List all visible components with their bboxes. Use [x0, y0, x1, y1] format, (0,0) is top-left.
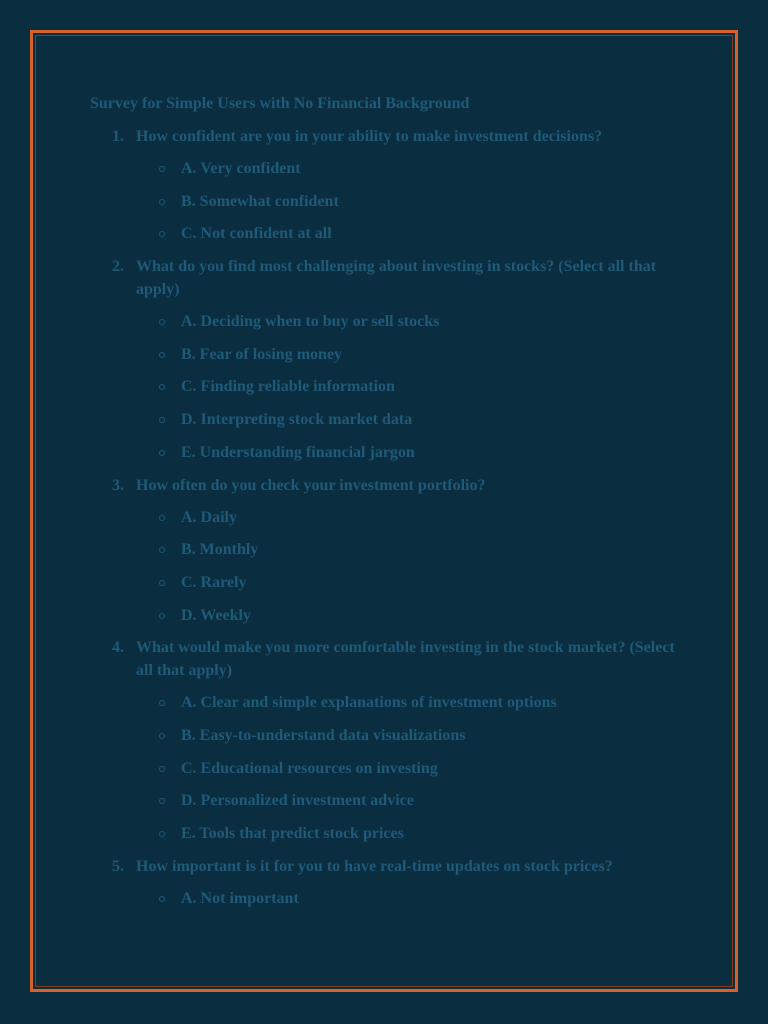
option-item	[136, 887, 690, 910]
option-label: A. Not important	[181, 889, 299, 907]
question-number: 3.	[112, 476, 124, 494]
circle-bullet-icon	[159, 798, 165, 804]
option-item	[136, 691, 690, 714]
option-item	[136, 789, 690, 812]
circle-bullet-icon	[159, 613, 165, 619]
option-item	[136, 157, 690, 180]
circle-bullet-icon	[159, 700, 165, 706]
option-item	[136, 604, 690, 627]
option-label: E. Tools that predict stock prices	[181, 825, 404, 842]
circle-bullet-icon	[159, 384, 165, 390]
question-number: 1.	[112, 128, 124, 145]
circle-bullet-icon	[159, 352, 165, 358]
question-3	[90, 474, 690, 627]
option-item	[136, 190, 690, 213]
question-number: 2.	[112, 258, 124, 276]
option-item	[136, 375, 690, 398]
question-text: How often do you check your investment portfolio?	[136, 476, 486, 494]
circle-bullet-icon	[159, 417, 165, 423]
option-list	[136, 157, 690, 245]
question-4	[90, 636, 690, 845]
circle-bullet-icon	[159, 199, 165, 205]
option-label: A. Very confident	[181, 160, 301, 177]
option-item	[136, 822, 690, 845]
option-item	[136, 441, 690, 464]
option-list	[136, 887, 690, 910]
option-label: E. Understanding financial jargon	[181, 443, 415, 461]
question-list	[90, 125, 690, 910]
circle-bullet-icon	[159, 831, 165, 837]
circle-bullet-icon	[159, 580, 165, 586]
circle-bullet-icon	[159, 547, 165, 553]
circle-bullet-icon	[159, 515, 165, 521]
option-label: B. Easy-to-understand data visualizations	[181, 726, 466, 744]
option-list	[136, 310, 690, 464]
option-label: C. Not confident at all	[181, 225, 332, 243]
question-1	[90, 125, 690, 245]
question-text: How important is it for you to have real-time updates on stock prices?	[136, 857, 613, 875]
survey-document	[90, 92, 690, 919]
option-item	[136, 724, 690, 747]
question-2	[90, 255, 690, 464]
question-5	[90, 855, 690, 910]
option-list	[136, 506, 690, 627]
option-label: B. Somewhat confident	[181, 192, 339, 210]
circle-bullet-icon	[159, 766, 165, 772]
option-item	[136, 343, 690, 366]
circle-bullet-icon	[159, 896, 165, 902]
option-label: D. Weekly	[181, 606, 251, 624]
option-label: C. Finding reliable information	[181, 378, 395, 396]
option-label: A. Daily	[181, 508, 237, 526]
option-label: B. Fear of losing money	[181, 345, 343, 363]
circle-bullet-icon	[159, 450, 165, 456]
question-number: 5.	[112, 857, 124, 875]
question-text: How confident are you in your ability to make investment decisions?	[136, 128, 603, 145]
question-text: What would make you more comfortable investing in the stock market? (Select all that apply)	[136, 639, 675, 680]
option-item	[136, 538, 690, 561]
circle-bullet-icon	[159, 733, 165, 739]
option-label: A. Clear and simple explanations of investment options	[181, 694, 557, 712]
option-label: A. Deciding when to buy or sell stocks	[181, 313, 440, 331]
option-label: C. Rarely	[181, 573, 247, 591]
option-item	[136, 571, 690, 594]
option-item	[136, 310, 690, 333]
option-label: C. Educational resources on investing	[181, 759, 438, 777]
option-item	[136, 408, 690, 431]
question-number: 4.	[112, 639, 124, 657]
circle-bullet-icon	[159, 166, 165, 172]
option-item	[136, 506, 690, 529]
option-label: B. Monthly	[181, 541, 259, 559]
option-label: D. Personalized investment advice	[181, 792, 414, 810]
option-item	[136, 222, 690, 245]
survey-title: Survey for Simple Users with No Financial Background	[90, 95, 470, 112]
option-list	[136, 691, 690, 845]
option-label: D. Interpreting stock market data	[181, 411, 413, 429]
circle-bullet-icon	[159, 319, 165, 325]
option-item	[136, 757, 690, 780]
question-text: What do you find most challenging about investing in stocks? (Select all that apply)	[136, 258, 657, 299]
circle-bullet-icon	[159, 231, 165, 237]
